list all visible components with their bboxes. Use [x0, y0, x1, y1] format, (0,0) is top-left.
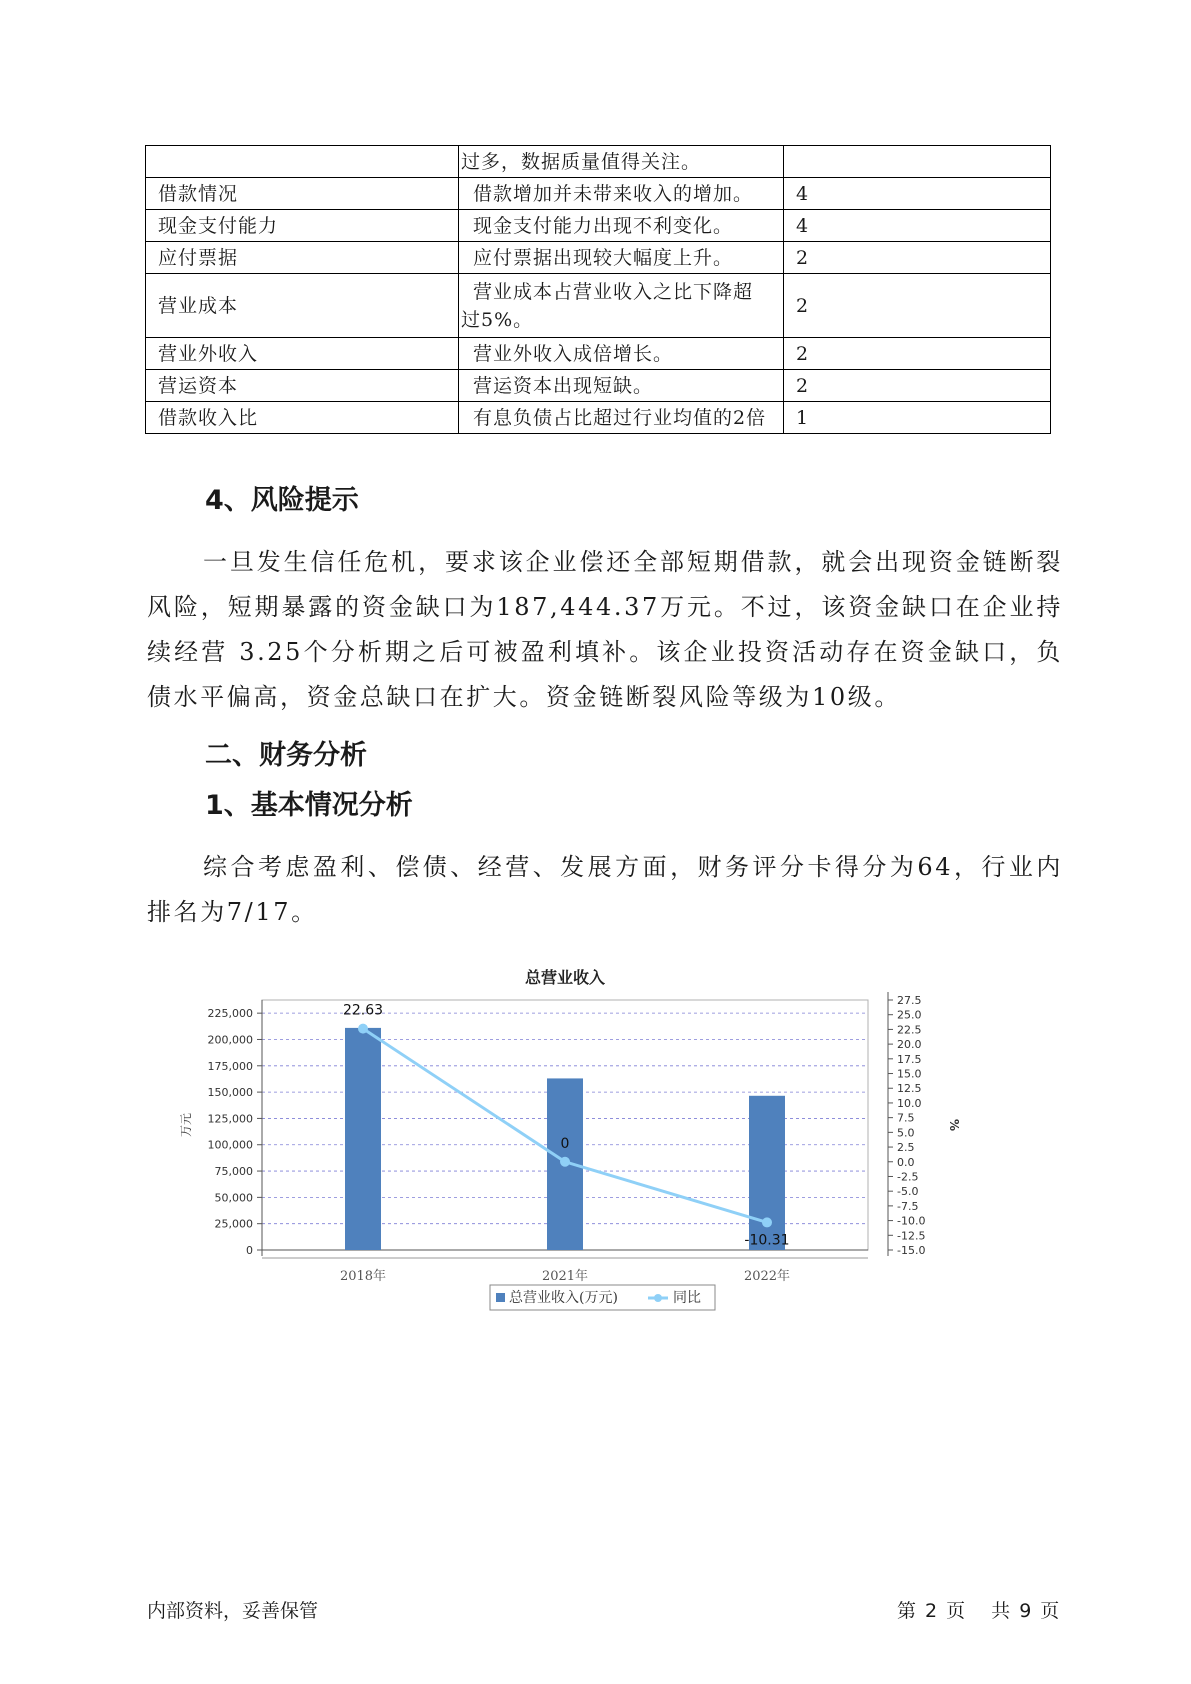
- footer-confidential: 内部资料，妥善保管: [147, 1600, 319, 1622]
- data-label-yoy: 0: [560, 1135, 570, 1152]
- legend-label-revenue: 总营业收入(万元): [509, 1290, 618, 1306]
- table-cell-desc: [459, 274, 784, 338]
- table-row: [146, 210, 1051, 242]
- y2-tick-label: 25.0: [897, 1008, 922, 1022]
- legend-swatch-yoy-point: [654, 1294, 662, 1302]
- legend-label-yoy: 同比: [673, 1290, 701, 1306]
- table-cell-item: 营业外收入: [146, 338, 459, 370]
- table-cell-desc-text: 过多，数据质量值得关注。: [461, 150, 702, 173]
- y2-tick-label: 27.5: [897, 994, 922, 1007]
- revenue-chart-svg: [170, 955, 1030, 1425]
- table-cell-desc: 借款增加并未带来收入的增加。: [459, 178, 784, 210]
- basic-paragraph: 综合考虑盈利、偿债、经营、发展方面，财务评分卡得分为64，行业内排名为7/17。: [147, 853, 1063, 926]
- table-cell-desc: 现金支付能力出现不利变化。: [459, 210, 784, 242]
- y2-tick-label: -15.0: [897, 1244, 926, 1257]
- table-row: [146, 338, 1051, 370]
- table-cell-item: 应付票据: [146, 242, 459, 274]
- table-cell-score: 2: [784, 242, 1051, 274]
- page-num: 2: [925, 1600, 939, 1622]
- table-cell-desc: 营运资本出现短缺。: [459, 370, 784, 402]
- bar-revenue: [345, 1028, 381, 1250]
- y2-tick-label: 7.5: [897, 1111, 915, 1125]
- table-cell-item: 营业成本: [146, 274, 459, 338]
- table-cell-score: 4: [784, 210, 1051, 242]
- table-cell-score: 2: [784, 370, 1051, 402]
- revenue-chart: [170, 955, 1030, 1425]
- table-cell-desc: 营业外收入成倍增长。: [459, 338, 784, 370]
- total-word: 页: [1040, 1600, 1061, 1622]
- part-heading-financial-analysis: 二、财务分析: [205, 740, 367, 771]
- table-cell-desc-line1: 营业成本占营业收入之比下降超: [473, 280, 754, 303]
- table-cell-desc-line2: 过5%。: [461, 308, 534, 331]
- x-tick-label: 2021年: [541, 1269, 589, 1284]
- y2-tick-label: 15.0: [897, 1067, 922, 1081]
- data-label-yoy: 22.63: [342, 1002, 384, 1019]
- chart-title: 总营业收入: [524, 968, 606, 987]
- table-cell-item: 借款收入比: [146, 402, 459, 434]
- table-row: [146, 178, 1051, 210]
- y-tick-label: 0: [246, 1244, 253, 1257]
- y2-tick-label: 20.0: [897, 1038, 922, 1052]
- table-cell-item: 现金支付能力: [146, 210, 459, 242]
- total-num: 9: [1019, 1600, 1033, 1622]
- y2-tick-label: 17.5: [897, 1052, 922, 1066]
- point-yoy: [560, 1157, 570, 1167]
- y-tick-label: 200,000: [207, 1033, 253, 1047]
- x-tick-label: 2022年: [743, 1269, 791, 1284]
- point-yoy: [358, 1024, 368, 1034]
- table-cell-desc: 应付票据出现较大幅度上升。: [459, 242, 784, 274]
- y2-tick-label: 5.0: [897, 1126, 915, 1140]
- y2-tick-label: 10.0: [897, 1096, 922, 1110]
- y-tick-label: 175,000: [207, 1059, 253, 1073]
- y-tick-label: 225,000: [207, 1007, 253, 1021]
- table-row: [146, 370, 1051, 402]
- risk-indicator-table: [145, 145, 1051, 434]
- y-tick-label: 100,000: [207, 1138, 253, 1152]
- page-word: 页: [946, 1600, 967, 1622]
- y2-tick-label: 12.5: [897, 1082, 922, 1096]
- table-cell-item: 营运资本: [146, 370, 459, 402]
- y-tick-label: 75,000: [214, 1165, 253, 1179]
- y2-tick-label: -5.0: [897, 1185, 919, 1199]
- table-cell-score: 4: [784, 178, 1051, 210]
- y2-tick-label: -12.5: [897, 1229, 926, 1243]
- section-heading-basic: 1、基本情况分析: [205, 790, 413, 821]
- total-prefix: 共: [991, 1600, 1012, 1622]
- table-cell-score: 2: [784, 338, 1051, 370]
- table-cell-score: 1: [784, 402, 1051, 434]
- y2-axis-title: %: [947, 1118, 961, 1132]
- page-prefix: 第: [897, 1600, 918, 1622]
- x-tick-label: 2018年: [339, 1269, 387, 1284]
- data-label-yoy: -10.31: [744, 1232, 790, 1249]
- y-tick-label: 50,000: [214, 1191, 253, 1205]
- y2-tick-label: 2.5: [897, 1141, 915, 1155]
- table-row: [146, 274, 1051, 338]
- table-cell-item: [146, 146, 459, 178]
- y2-tick-label: 22.5: [897, 1023, 922, 1037]
- y-axis-title: 万元: [179, 1112, 193, 1138]
- legend-swatch-revenue: [496, 1293, 505, 1302]
- y2-tick-label: -10.0: [897, 1214, 926, 1228]
- table-row: [146, 402, 1051, 434]
- table-cell-score: [784, 146, 1051, 178]
- table-cell-desc: [459, 146, 784, 178]
- y-tick-label: 150,000: [207, 1086, 253, 1100]
- y2-tick-label: -2.5: [897, 1170, 919, 1184]
- y-tick-label: 125,000: [207, 1112, 253, 1126]
- y2-tick-label: -7.5: [897, 1199, 919, 1213]
- y2-tick-label: 0.0: [897, 1155, 915, 1169]
- table-cell-desc: 有息负债占比超过行业均值的2倍: [459, 402, 784, 434]
- risk-paragraph: 一旦发生信任危机，要求该企业偿还全部短期借款，就会出现资金链断裂风险，短期暴露的资金缺口为187,444.37万元。不过，该资金缺口在企业持续经营 3.25个分析期之后可被盈利填补。该企业投资活动存在资金缺口，负债水平偏高，资金总缺口在扩大。资金链断裂风险等级为10级。: [147, 548, 1063, 711]
- table-row: [146, 146, 1051, 178]
- point-yoy: [762, 1217, 772, 1227]
- table-cell-item: 借款情况: [146, 178, 459, 210]
- y-tick-label: 25,000: [214, 1217, 253, 1231]
- section-heading-risk: 4、风险提示: [205, 485, 359, 516]
- footer-page-number: [893, 1596, 1064, 1623]
- table-row: [146, 242, 1051, 274]
- table-cell-score: 2: [784, 274, 1051, 338]
